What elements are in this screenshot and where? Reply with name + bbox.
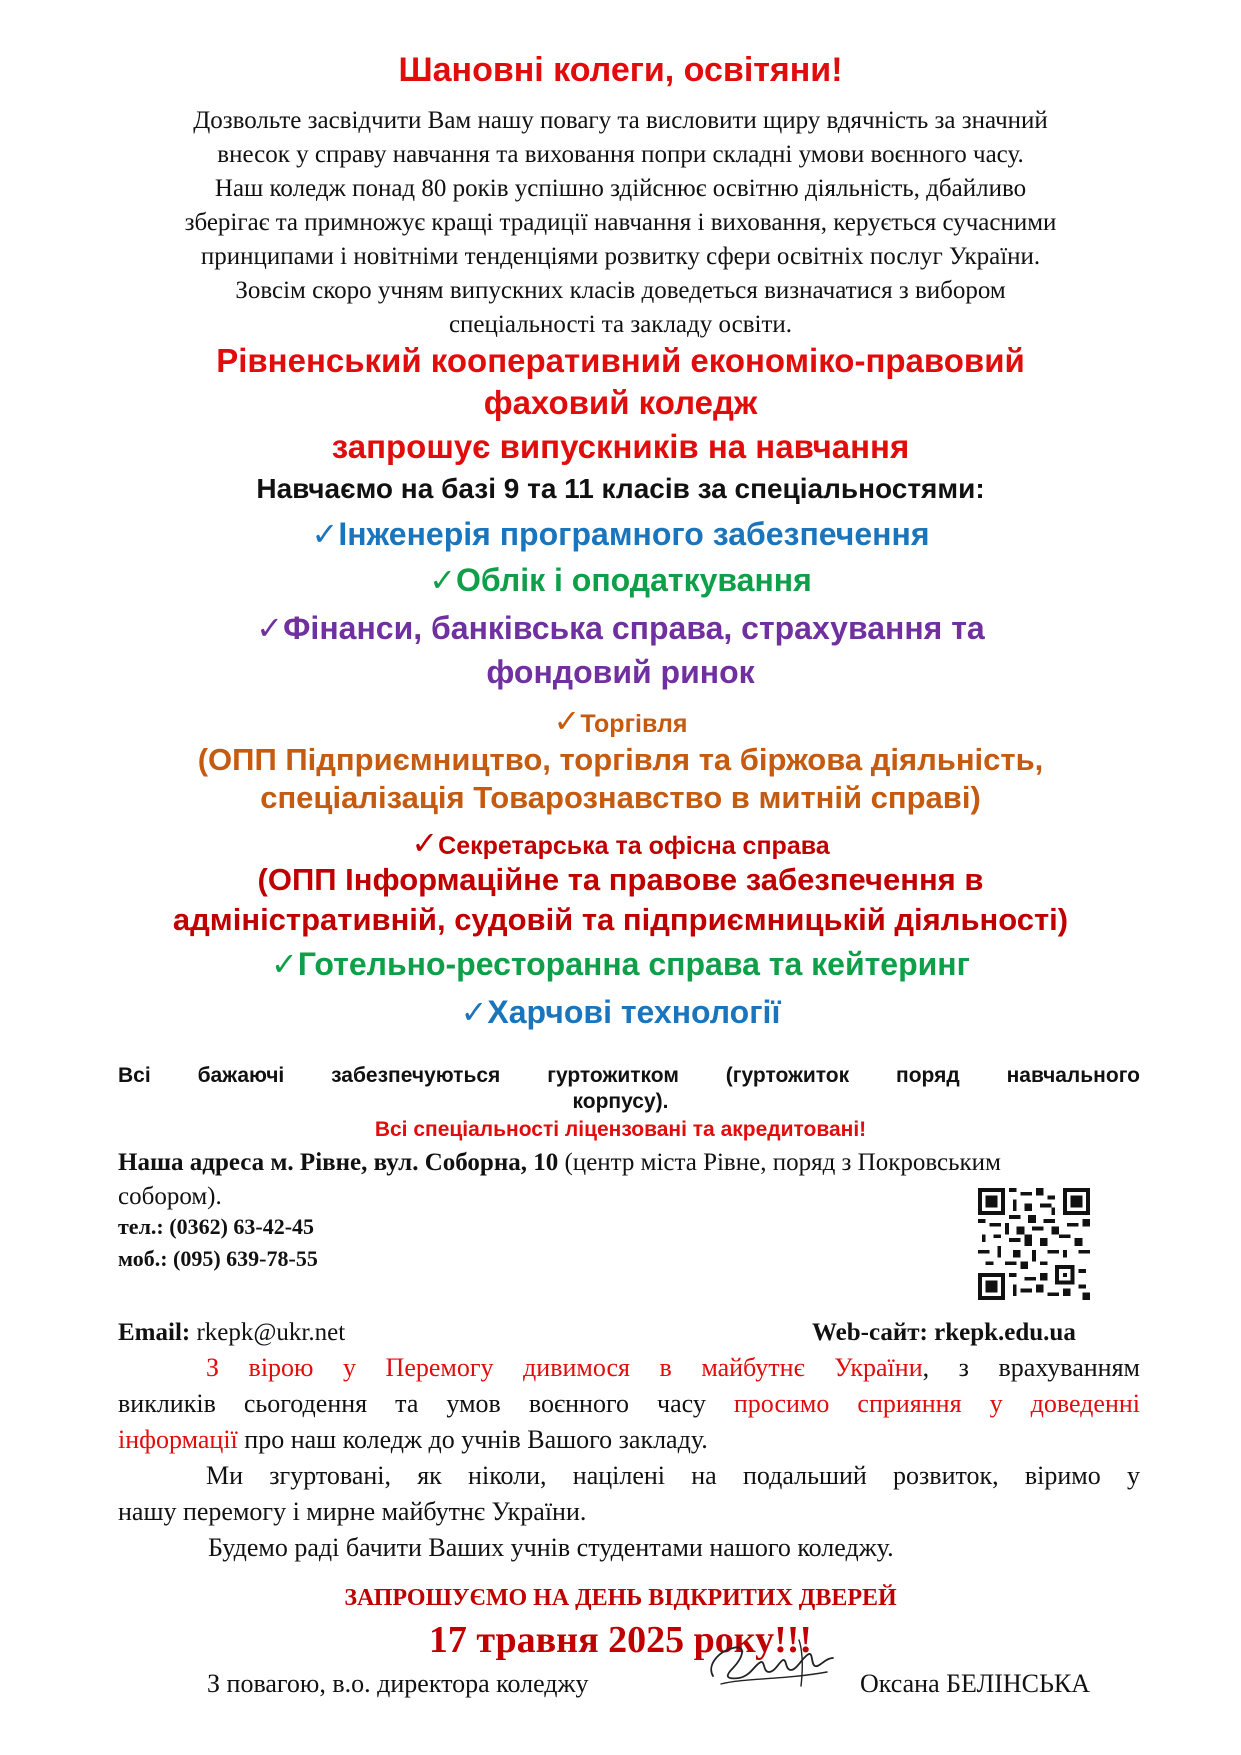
address-label: Наша адреса м. Рівне, вул. Соборна, 10 [118, 1149, 559, 1176]
website-row [812, 1316, 1076, 1350]
specialty-accounting: ✓Облік і оподаткування [429, 562, 812, 598]
open-day-date: 17 травня 2025 року!!! [428, 1619, 813, 1661]
check-icon: ✓ [311, 516, 339, 552]
check-icon: ✓ [256, 610, 284, 646]
address-line2: собором). [118, 1183, 222, 1210]
open-day-title: ЗАПРОШУЄМО НА ДЕНЬ ВІДКРИТИХ ДВЕРЕЙ [344, 1585, 897, 1611]
closing-paragraph-line1: З вірою у Перемогу дивимося в майбутнє України, з врахуванням [206, 1353, 1141, 1382]
check-icon: ✓ [553, 703, 581, 739]
invitation-line: запрошує випускників на навчання [331, 428, 910, 465]
director-name: Оксана БЕЛІНСЬКА [860, 1669, 1091, 1698]
welcome-line: Будемо раді бачити Ваших учнів студентами нашого коледжу. [208, 1533, 894, 1562]
dormitory-note: Всі бажаючі забезпечуються гуртожитком (гуртожиток поряд навчального [118, 1064, 1140, 1087]
phone: тел.: (0362) 63-42-45 [118, 1214, 315, 1239]
greeting-title: Шановні колеги, освітяни! [398, 51, 843, 89]
check-icon: ✓ [271, 946, 298, 982]
specialty-secretarial-program-line1: (ОПП Інформаційне та правове забезпечення в [257, 862, 984, 897]
specialties-intro: Навчаємо на базі 9 та 11 класів за спеціальностями: [256, 473, 985, 504]
email-label: Email: [118, 1319, 191, 1346]
intro-line: спеціальності та закладу освіти. [448, 311, 793, 338]
intro-line: внесок у справу навчання та виховання попри складні умови воєнного часу. [217, 141, 1024, 168]
check-icon: ✓ [460, 994, 488, 1030]
qr-code [978, 1188, 1090, 1300]
website-link[interactable]: rkepk.edu.ua [934, 1319, 1076, 1346]
specialty-finance-line2: фондовий ринок [486, 654, 755, 690]
check-icon: ✓ [411, 825, 439, 861]
closing-paragraph-line3: інформації про наш коледж до учнів Вашого закладу. [118, 1425, 708, 1454]
website-label: Web-сайт: [812, 1319, 935, 1346]
check-icon: ✓ [429, 562, 457, 598]
specialty-hospitality: ✓Готельно-ресторанна справа та кейтеринг [271, 946, 970, 982]
specialty-trade-program-line2: спеціалізація Товарознавство в митній справі) [260, 780, 981, 815]
accreditation-note: Всі спеціальності ліцензовані та акредитовані! [374, 1118, 867, 1141]
email-link[interactable]: rkepk@ukr.net [190, 1319, 346, 1346]
specialty-secretarial: ✓Секретарська та офісна справа [411, 825, 830, 861]
mobile-phone: моб.: (095) 639-78-55 [118, 1246, 318, 1271]
dormitory-note-line2: корпусу). [572, 1090, 669, 1113]
intro-line: Дозвольте засвідчити Вам нашу повагу та висловити щиру вдячність за значний [193, 107, 1048, 134]
college-name-line1: Рівненський кооперативний економіко-правовий [216, 342, 1025, 379]
college-name-line2: фаховий коледж [483, 384, 758, 421]
specialty-trade-program-line1: (ОПП Підприємництво, торгівля та біржова діяльність, [197, 742, 1044, 777]
address: Наша адреса м. Рівне, вул. Соборна, 10 (центр міста Рівне, поряд з Покровським [118, 1149, 1001, 1176]
email-row [118, 1316, 345, 1350]
specialty-finance: ✓Фінанси, банківська справа, страхування та [256, 610, 985, 646]
specialty-trade: ✓Торгівля [553, 703, 688, 739]
specialty-software-engineering: ✓Інженерія програмного забезпечення [311, 516, 930, 552]
specialty-secretarial-program-line2: адміністративній, судовій та підприємницькій діяльності) [172, 902, 1069, 937]
regards-line: З повагою, в.о. директора коледжу [207, 1669, 589, 1698]
handwritten-signature [703, 1628, 845, 1692]
intro-line: зберігає та примножує кращі традиції навчання і виховання, керується сучасними [184, 209, 1057, 236]
intro-line: принципами і новітніми тенденціями розвитку сфери освітніх послуг України. [200, 243, 1041, 270]
unity-paragraph-line2: нашу перемогу і мирне майбутнє України. [118, 1497, 587, 1526]
closing-paragraph-line2: викликів сьогодення та умов воєнного часу просимо сприяння у доведенні [118, 1389, 1140, 1418]
intro-line: Наш коледж понад 80 років успішно здійснює освітню діяльність, дбайливо [214, 175, 1027, 202]
unity-paragraph-line1: Ми згуртовані, як ніколи, націлені на подальший розвиток, віримо у [206, 1461, 1140, 1490]
specialty-food-technology: ✓Харчові технології [460, 994, 781, 1030]
intro-line: Зовсім скоро учням випускних класів доведеться визначатися з вибором [235, 277, 1006, 304]
victory-phrase: З вірою у Перемогу дивимося в майбутнє України [206, 1353, 923, 1382]
request-phrase: просимо сприяння у доведенні [733, 1389, 1140, 1418]
